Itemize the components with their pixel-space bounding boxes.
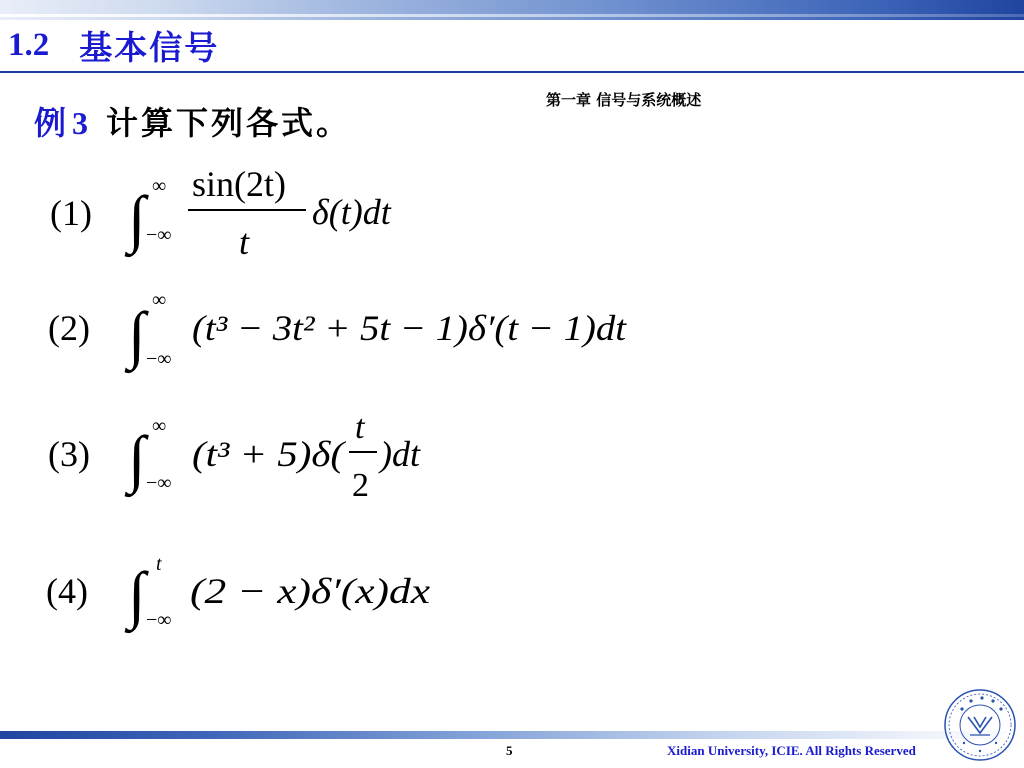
formula-3-numerator: t <box>355 409 365 446</box>
formula-1-tail: δ(t)dt <box>312 192 391 232</box>
chapter-label: 第一章 信号与系统概述 <box>546 91 702 109</box>
formula-3-tail: )dt <box>380 434 420 474</box>
integral-sign-icon: ∫ <box>128 183 146 254</box>
university-seal-icon <box>942 687 1018 763</box>
formula-3-label: (3) <box>48 434 90 474</box>
integral-sign-icon: ∫ <box>128 423 146 494</box>
example-label: 例 <box>34 104 67 142</box>
example-heading <box>34 98 351 144</box>
title-divider <box>0 71 1024 73</box>
section-title: 基本信号 <box>79 27 220 67</box>
example-text: 计算下列各式。 <box>106 104 352 142</box>
section-number: 1.2 <box>8 26 50 63</box>
page-number: 5 <box>506 743 513 758</box>
formula-4-expression: (2 − x)δ′(x)dx <box>190 571 431 611</box>
formula-3-denominator: 2 <box>352 467 369 504</box>
formula-2-upper-limit: ∞ <box>152 289 167 311</box>
integral-sign-icon: ∫ <box>128 559 146 630</box>
formula-3-lower-limit: −∞ <box>146 472 172 494</box>
example-number: 3 <box>72 105 89 141</box>
formula-1-lower-limit: −∞ <box>146 224 172 246</box>
formula-4-lower-limit: −∞ <box>146 609 172 631</box>
formula-4-label: (4) <box>46 571 88 611</box>
title-bar <box>8 22 219 68</box>
integral-sign-icon: ∫ <box>128 299 146 370</box>
formula-3-head: (t³ + 5)δ( <box>192 434 347 474</box>
formula-1-label: (1) <box>50 193 92 233</box>
top-decorative-band <box>0 0 1024 20</box>
formula-2-label: (2) <box>48 308 90 348</box>
formula-2-lower-limit: −∞ <box>146 348 172 370</box>
formula-1-numerator: sin(2t) <box>192 164 286 204</box>
formula-3-upper-limit: ∞ <box>152 415 167 437</box>
bottom-decorative-band <box>0 731 1024 739</box>
formula-4-upper-limit: t <box>156 553 162 575</box>
formula-1-denominator: t <box>239 222 250 262</box>
copyright-text: Xidian University, ICIE. All Rights Reserved <box>667 743 916 758</box>
formula-2-expression: (t³ − 3t² + 5t − 1)δ′(t − 1)dt <box>192 308 628 348</box>
formula-1-upper-limit: ∞ <box>152 175 167 197</box>
